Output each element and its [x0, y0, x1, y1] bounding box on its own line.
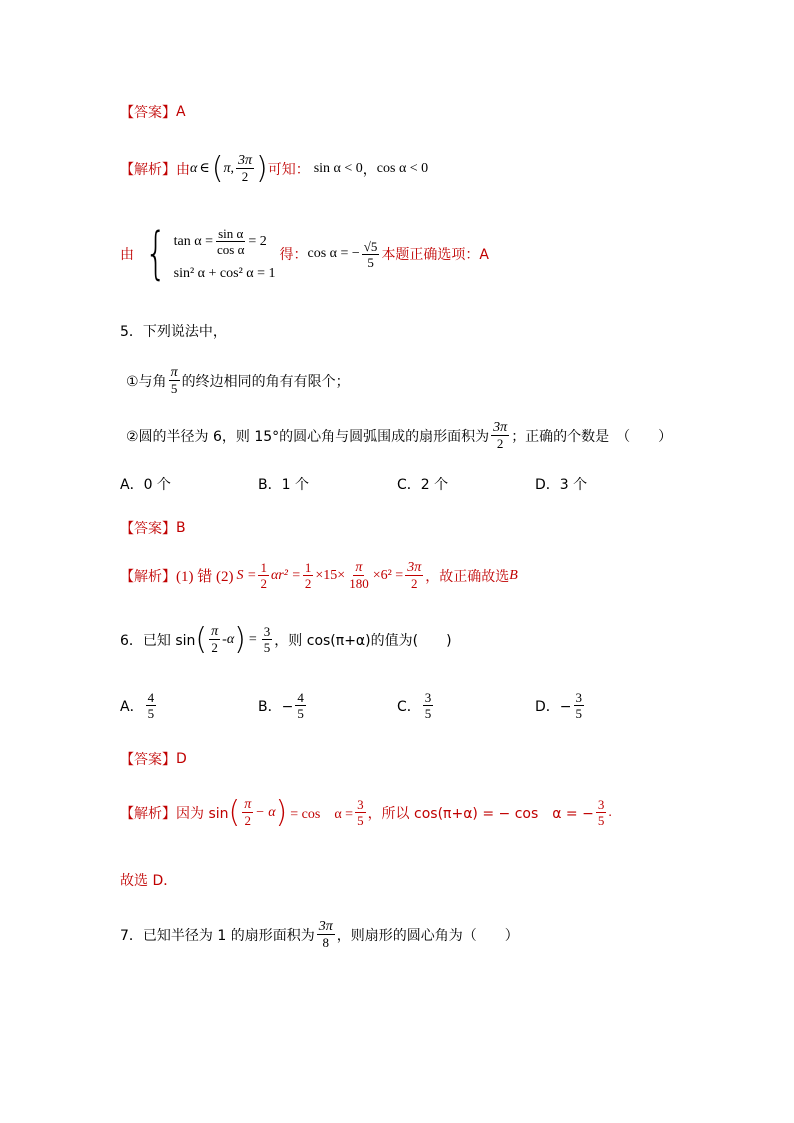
math-eq-2: = 2 [248, 233, 267, 249]
q5-analysis-line: 【解析】 (1) 错 (2) S = $\frac{1}{2}$ αr² = $\frac{1}{2}$ ×15× $\frac{\pi}{180}$ ×6² = $\frac{3\pi}{2}$ ，故正确故选 B [120, 560, 518, 591]
q4-answer-line [120, 102, 186, 122]
analysis-tag: 【解析】 [120, 161, 176, 178]
q6-option-a: A． $\frac{4}{5}$ [120, 690, 155, 721]
answer-tag: 【答案】 [120, 752, 176, 768]
answer-value: A [176, 104, 186, 120]
q4-analysis-line2 [120, 221, 490, 286]
paren-close: ) [255, 150, 268, 186]
answer-tag: 【答案】 [120, 105, 176, 121]
conclusion-text: 本题正确选项：A [381, 247, 490, 263]
analysis-text: 可知： [267, 161, 310, 178]
q6-option-b: B．− $\frac{4}{5}$ [258, 690, 304, 721]
math-tan: tan α = [173, 233, 213, 249]
q6-choose: 故选 D． [120, 873, 178, 889]
math-cos-ineq: cos α < 0 [376, 160, 429, 176]
q6-option-c: C． $\frac{3}{5}$ [397, 690, 432, 721]
math-alpha: α [190, 160, 198, 176]
math-comma: , [230, 160, 234, 176]
q4-analysis-line1 [120, 150, 429, 186]
equation-system [138, 221, 276, 286]
analysis-tag: 【解析】 [120, 568, 176, 585]
q6-stem: 6．已知 sin ( $\frac{\pi}{2}$ -α ) = $\frac{3}{5}$ ，则 cos(π+α)的值为( ) [120, 621, 452, 657]
math-pi: π [223, 160, 231, 176]
fraction-3-5: $\frac{3}{5}$ [263, 624, 271, 655]
q5-option-c: C．2 个 [397, 477, 449, 493]
fraction-pi-2: $\frac{\pi}{2}$ [211, 624, 219, 655]
q5-stem: 5．下列说法中， [120, 324, 227, 340]
answer-value: D [176, 751, 187, 767]
paren-open: ( [211, 150, 224, 186]
answer-value: B [176, 520, 186, 536]
fraction-3pi-2: $\frac{3\pi}{2}$ [493, 420, 508, 451]
q5-option-a: A．0 个 [120, 477, 171, 493]
q6-analysis-line: 【解析】 因为 sin ( $\frac{\pi}{2}$ − α ) = cos α = $\frac{3}{5}$ ，所以 cos(π+α) = − cos α = − $\frac{3}{5}$ . [120, 794, 612, 830]
fraction-3pi-2: $\frac{3\pi}{2}$ [237, 153, 252, 184]
q5-statement1: ①与角 $\frac{\pi}{5}$ 的终边相同的角有有限个； [126, 365, 350, 396]
math-pythagorean: sin² α + cos² α = 1 [173, 266, 276, 281]
analysis-text: 得： [279, 247, 308, 263]
math-sin-ineq: sin α < 0 [313, 160, 363, 176]
answer-tag: 【答案】 [120, 521, 176, 537]
separator: ， [362, 161, 377, 178]
q5-option-b: B．1 个 [258, 477, 309, 493]
fraction-sin-cos: $\frac{\text{sin α}}{\text{cos α}}$ [216, 226, 245, 257]
analysis-tag: 【解析】 [120, 805, 176, 822]
q7-stem: 7．已知半径为 1 的扇形面积为 $\frac{3\pi}{8}$ ，则扇形的圆心角为（ ） [120, 919, 519, 950]
fraction-3pi-8: $\frac{3\pi}{8}$ [318, 919, 333, 950]
fraction-sqrt5-5: $\frac{√5}{5}$ [363, 238, 378, 270]
q6-option-d: D．− $\frac{3}{5}$ [535, 690, 583, 721]
analysis-text: 由 [120, 247, 134, 263]
analysis-text: 由 [176, 161, 190, 178]
math-in: ∈ [199, 161, 210, 176]
q6-answer-line [120, 749, 187, 769]
fraction-pi-5: $\frac{\pi}{5}$ [170, 365, 178, 396]
math-cos: cos α = − [307, 246, 360, 261]
q5-answer-line [120, 518, 186, 538]
q5-option-d: D．3 个 [535, 477, 588, 493]
q5-statement2: ②圆的半径为 6，则 15°的圆心角与圆弧围成的扇形面积为 $\frac{3\pi}{2}$ ；正确的个数是 （ ） [126, 420, 673, 451]
left-brace: { [145, 221, 167, 286]
